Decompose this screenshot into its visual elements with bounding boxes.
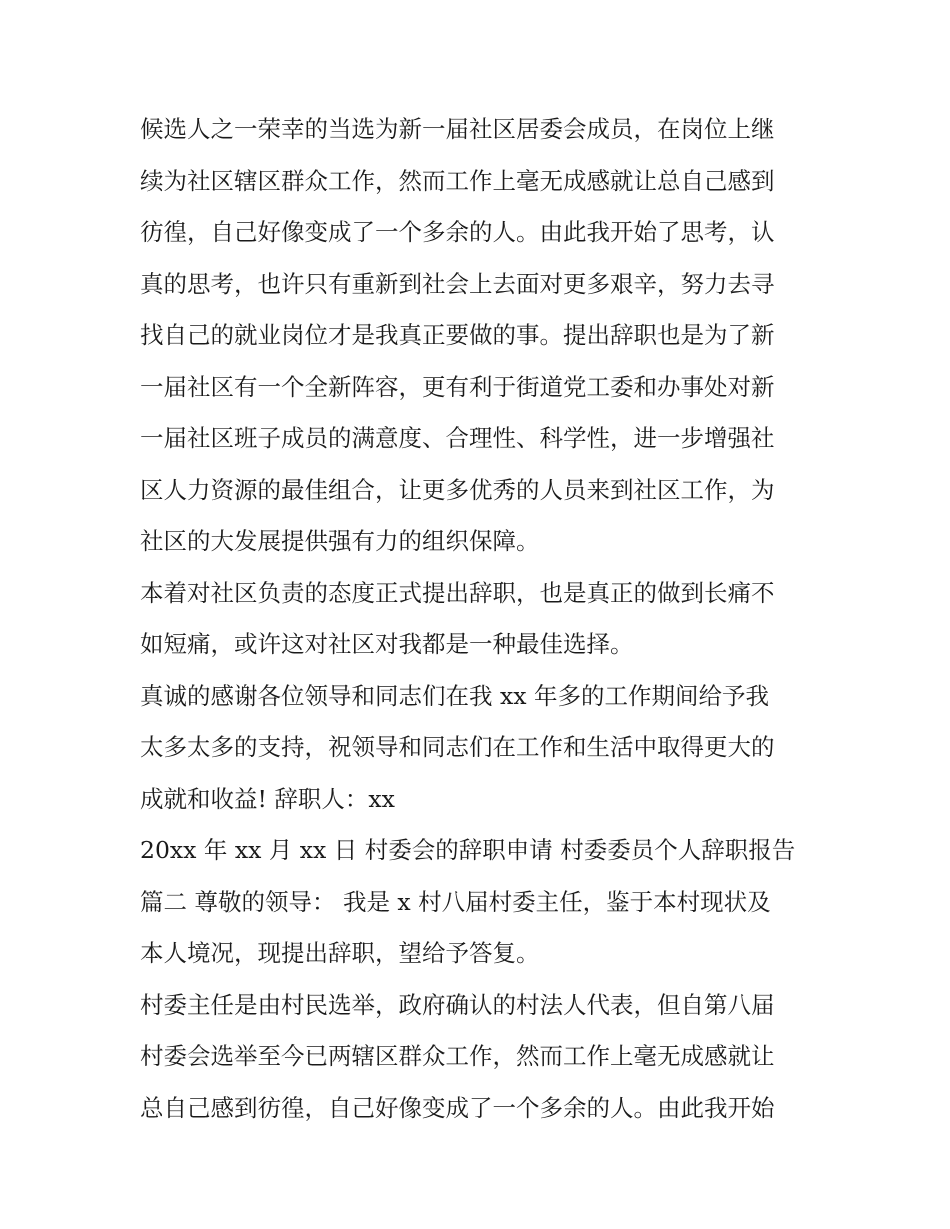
- text-line: 真诚的感谢各位领导和同志们在我 xx 年多的工作期间给予我: [140, 681, 769, 710]
- text-line: 一届社区有一个全新阵容，更有利于街道党工委和办事处对新: [140, 372, 775, 401]
- text-line: 社区的大发展提供强有力的组织保障。: [140, 527, 540, 555]
- text-line: 本着对社区负责的态度正式提出辞职，也是真正的做到长痛不: [140, 578, 775, 607]
- text-line: 候选人之一荣幸的当选为新一届社区居委会成员，在岗位上继: [140, 115, 775, 143]
- text-line: 区人力资源的最佳组合，让更多优秀的人员来到社区工作，为: [140, 475, 775, 504]
- text-line: 彷徨，自己好像变成了一个多余的人。由此我开始了思考，认: [140, 218, 775, 246]
- text-line: 如短痛，或许这对社区对我都是一种最佳选择。: [140, 630, 634, 658]
- text-line: 20xx 年 xx 月 xx 日 村委会的辞职申请 村委委员个人辞职报告: [140, 836, 796, 864]
- text-line: 真的思考，也许只有重新到社会上去面对更多艰辛，努力去寻: [140, 269, 775, 298]
- text-line: 太多太多的支持，祝领导和同志们在工作和生活中取得更大的: [140, 733, 775, 761]
- text-line: 一届社区班子成员的满意度、合理性、科学性，进一步增强社: [140, 424, 775, 452]
- text-line: 找自己的就业岗位才是我真正要做的事。提出辞职也是为了新: [140, 321, 775, 349]
- text-line: 本人境况，现提出辞职，望给予答复。: [140, 939, 540, 967]
- text-line: 篇二 尊敬的领导： 我是 x 村八届村委主任，鉴于本村现状及: [140, 887, 771, 916]
- text-line: 村委会选举至今已两辖区群众工作，然而工作上毫无成感就让: [140, 1042, 775, 1070]
- text-line: 续为社区辖区群众工作，然而工作上毫无成感就让总自己感到: [140, 166, 775, 195]
- text-line: 村委主任是由村民选举，政府确认的村法人代表，但自第八届: [140, 990, 775, 1019]
- document-body: [140, 104, 820, 1134]
- text-line: 成就和收益! 辞职人：xx: [140, 784, 395, 813]
- text-line: 总自己感到彷徨，自己好像变成了一个多余的人。由此我开始: [140, 1093, 775, 1122]
